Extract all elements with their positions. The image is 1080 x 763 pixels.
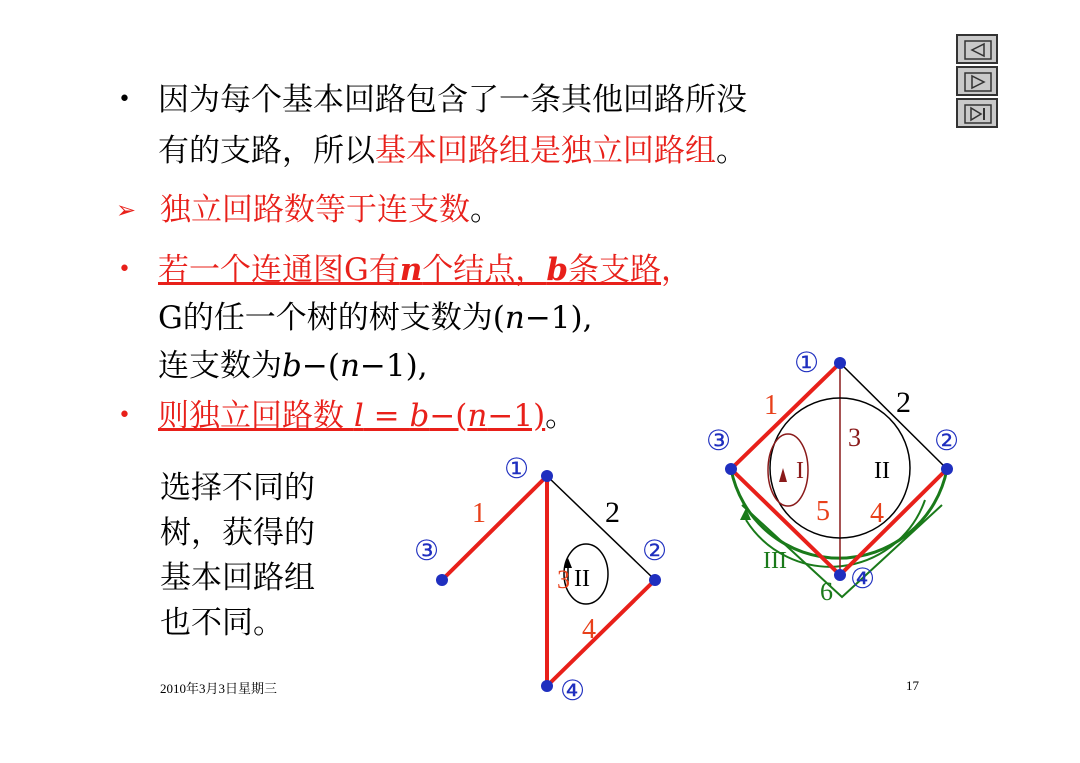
bullet-dot: • [118,403,131,428]
right-branch-label-2: 2 [896,386,911,419]
right-branch-1 [731,363,840,469]
left-branch-label-4: 4 [582,614,596,645]
right-branch-6 [731,469,947,558]
bullet2-line: 若一个连通图G有n个结点，b条支路， [158,252,692,288]
side-text-4: 也不同。 [160,605,284,641]
left-node-label-2: ② [642,536,668,567]
left-node-1 [541,470,553,482]
side-text-3: 基本回路组 [160,560,315,596]
left-branch-label-2: 2 [605,496,620,529]
left-branch-label-1: 1 [472,498,486,529]
right-node-label-1: ① [794,348,820,379]
right-branch-4 [840,469,947,575]
right-node-4 [834,569,846,581]
left-branch-label-3: 3 [557,565,570,594]
bullet-dot: • [118,257,131,282]
left-node-label-1: ① [504,454,530,485]
loop-III-label: III [763,548,787,574]
right-graph [706,348,959,606]
right-node-1 [834,357,846,369]
right-branch-label-6: 6 [820,577,833,606]
arrow-bullet-icon: ➢ [116,196,137,224]
bullet-dot: • [118,87,131,112]
left-node-label-3: ③ [414,536,440,567]
loop-I-label: I [796,458,804,484]
side-text-1: 选择不同的 [160,470,315,506]
bullet1-line2: 有的支路，所以基本回路组是独立回路组。 [158,133,747,169]
arrow-line: 独立回路数等于连支数。 [160,192,501,228]
tree-branch-line: G的任一个树的树支数为(n−1), [158,300,593,336]
left-node-2 [649,574,661,586]
right-branch-label-3: 3 [848,423,861,452]
left-branch-1 [442,476,547,580]
footer-date: 2010年3月3日星期三 [160,681,278,696]
right-branch-2 [840,363,947,469]
side-text-2: 树，获得的 [160,515,315,551]
loop-II-label: II [874,458,890,484]
left-node-label-4: ④ [560,676,586,707]
page-number: 17 [906,678,919,693]
left-node-3 [436,574,448,586]
right-node-3 [725,463,737,475]
link-branch-line: 连支数为b−(n−1), [158,348,428,384]
right-node-label-2: ② [934,426,960,457]
right-branch-label-1: 1 [764,390,778,421]
left-node-4 [541,680,553,692]
right-node-label-3: ③ [706,426,732,457]
left-graph [414,454,667,707]
bullet1-line1: 因为每个基本回路包含了一条其他回路所没 [158,82,747,118]
left-loop-label: II [574,566,590,592]
bullet3-line: 则独立回路数 l = b−(n−1)。 [158,398,577,434]
arrow-head-icon [779,468,787,482]
right-branch-label-5: 5 [816,496,830,527]
right-node-label-4: ④ [850,564,876,595]
right-node-2 [941,463,953,475]
right-branch-label-4: 4 [870,498,884,529]
